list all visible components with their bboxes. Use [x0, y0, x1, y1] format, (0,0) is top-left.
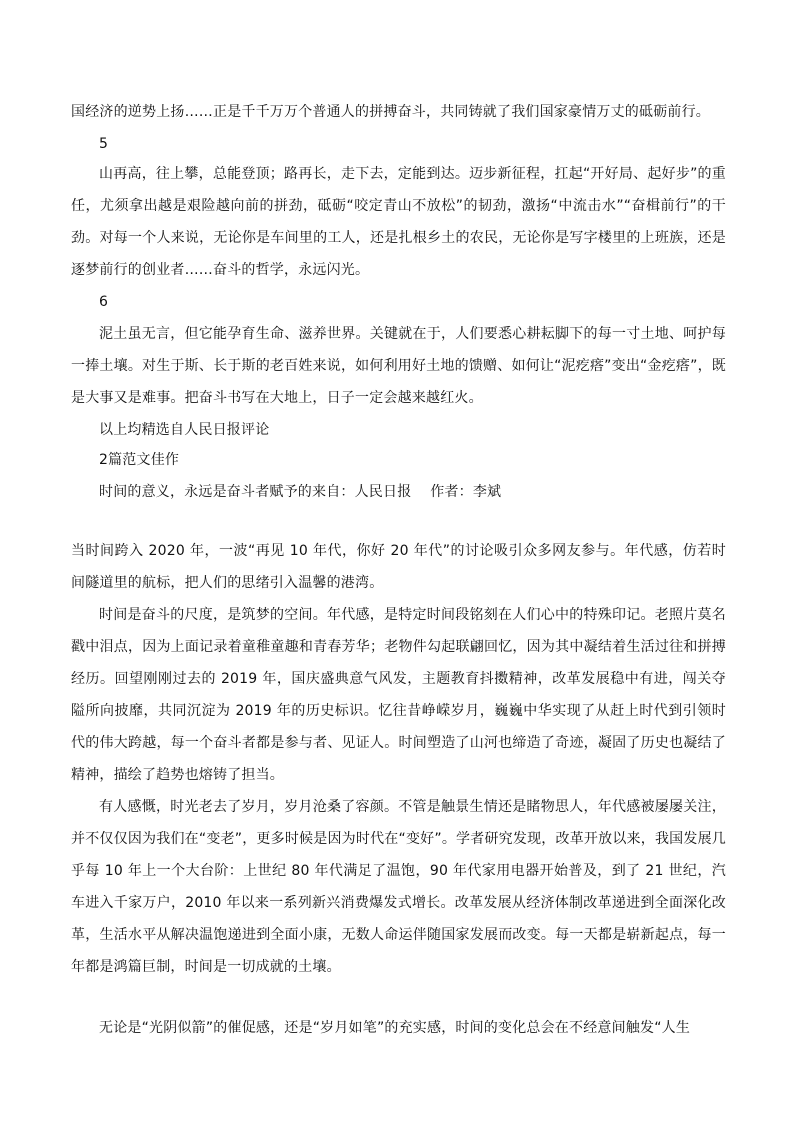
section-heading: 2篇范文佳作	[99, 452, 180, 468]
paragraph-2020: 当时间跨入 2020 年，一波“再见 10 年代，你好 20 年代”的讨论吸引众多网友参与。年代感，仿若时间隧道里的航标，把人们的思绪引入温馨的港湾。	[71, 543, 726, 591]
section-number-5: 5	[99, 136, 109, 152]
paragraph-mountain: 山再高，往上攀，总能登顶；路再长，走下去，定能到达。迈步新征程，扛起“开好局、起好步”的重任，尤须拿出越是艰险越向前的拼劲，砥砺“咬定青山不放松”的韧劲，激扬“中流击水”“奋楫前行”的干劲。对每一个人来说，无论你是车间里的工人，还是扎根乡土的农民，无论你是写字楼里的上班族，还是逐梦前行的创业者……奋斗的哲学，永远闪光。	[71, 166, 726, 278]
paragraph-soil: 泥土虽无言，但它能孕育生命、滋养世界。关键就在于，人们要悉心耕耘脚下的每一寸土地、呵护每一捧土壤。对生于斯、长于斯的老百姓来说，如何利用好土地的馈赠、如何让“泥疙瘩”变出“金疙瘩”，既是大事又是难事。把奋斗书写在大地上，日子一定会越来越红火。	[71, 326, 726, 406]
article-title-line: 时间的意义，永远是奋斗者赋予的来自：人民日报 作者：李斌	[99, 484, 502, 500]
paragraph-time-measure: 时间是奋斗的尺度，是筑梦的空间。年代感，是特定时间段铭刻在人们心中的特殊印记。老照片莫名戳中泪点，因为上面记录着童稚童趣和青春芳华；老物件勾起联翩回忆，因为其中凝结着生活过往和拼搏经历。回望刚刚过去的 2019 年，国庆盛典意气风发，主题教育抖擞精神，改革发展稳中有进，闯关夺隘所向披靡，共同沉淀为 2019 年的历史标识。忆往昔峥嵘岁月，巍巍中华实现了从赶上时代到引领时代的伟大跨越，每一个奋斗者都是参与者、见证人。时间塑造了山河也缔造了奇迹，凝固了历史也凝结了精神，描绘了趋势也熔铸了担当。	[71, 607, 726, 783]
paragraph-reform: 有人感慨，时光老去了岁月，岁月沧桑了容颜。不管是触景生情还是睹物思人，年代感被屡屡关注，并不仅仅因为我们在“变老”，更多时候是因为时代在“变好”。学者研究发现，改革开放以来，我国发展几乎每 10 年上一个大台阶：上世纪 80 年代满足了温饱，90 年代家用电器开始普及，到了 21 世纪，汽车进入千家万户，2010 年以来一系列新兴消费爆发式增长。改革发展从经济体制改革递进到全面深化改革，生活水平从解决温饱递进到全面小康，无数人命运伴随国家发展而改变。每一天都是崭新起点，每一年都是鸿篇巨制，时间是一切成就的土壤。	[71, 799, 726, 975]
source-note: 以上均精选自人民日报评论	[99, 422, 270, 438]
paragraph-last-line: 无论是“光阴似箭”的催促感，还是“岁月如笔”的充实感，时间的变化总会在不经意间触发“人生	[99, 1020, 691, 1036]
section-number-6: 6	[99, 294, 109, 310]
paragraph-closing-line: 国经济的逆势上扬……正是千千万万个普通人的拼搏奋斗，共同铸就了我们国家豪情万丈的砥砺前行。	[71, 104, 710, 120]
